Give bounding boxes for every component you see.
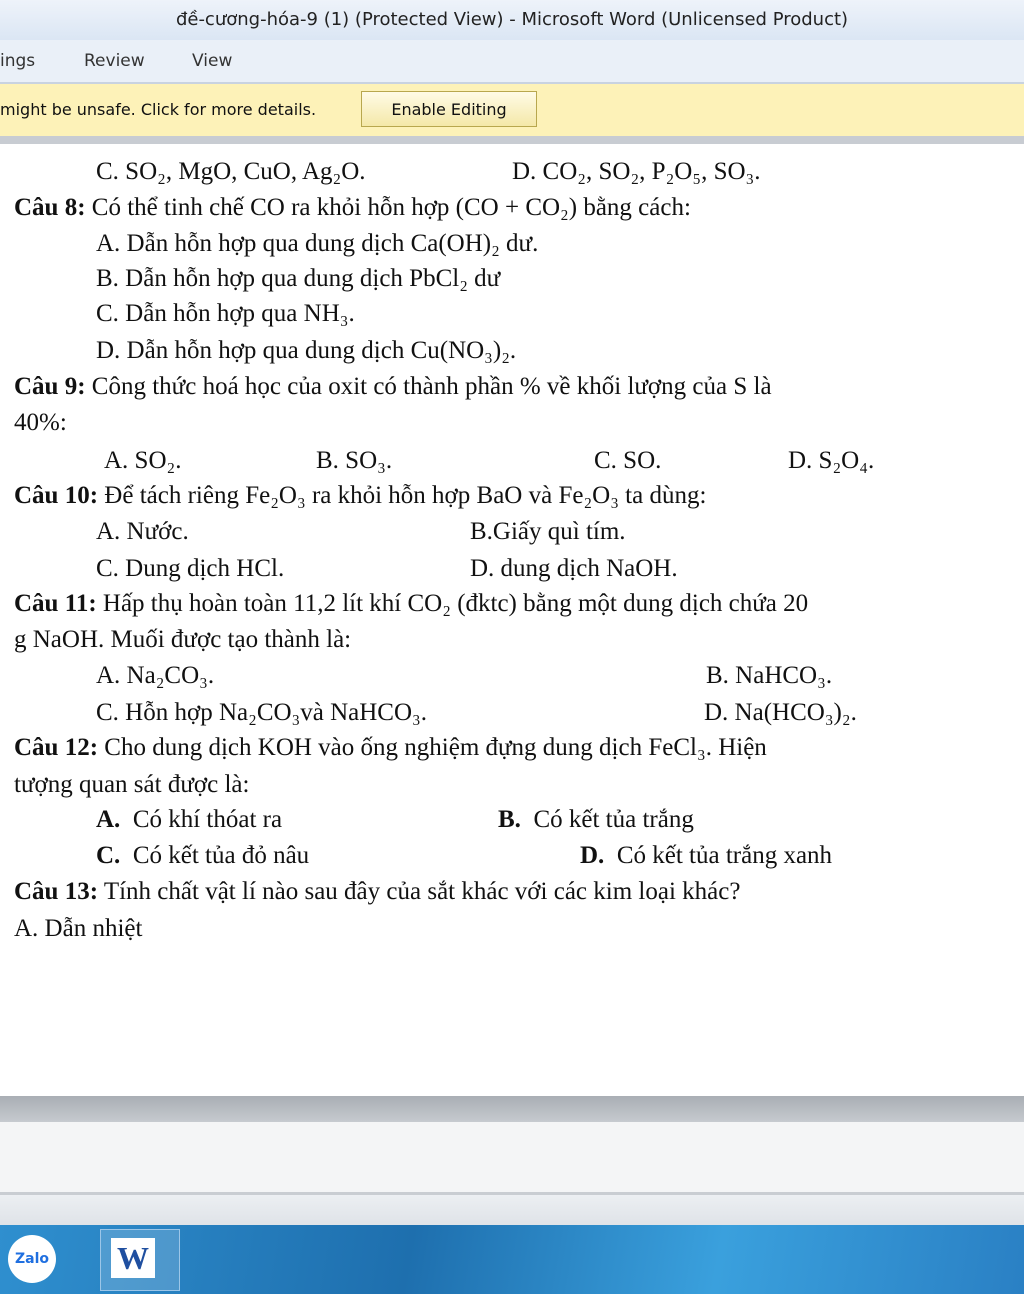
q12-option-c: [96, 842, 309, 870]
q11-option-d: D. Na(HCO₃)₂.: [704, 699, 857, 726]
desktop-strip: [0, 1195, 1024, 1225]
document-page: [0, 144, 1024, 1096]
q11-option-c: C. Hỗn hợp Na₂CO₃và NaHCO₃.: [96, 699, 428, 726]
word-icon: W: [111, 1238, 155, 1278]
status-area: [0, 1122, 1024, 1195]
q13-question: [14, 878, 740, 906]
enable-editing-button[interactable]: Enable Editing: [361, 91, 537, 127]
q10-option-b: B.Giấy quì tím.: [470, 518, 626, 545]
zalo-icon[interactable]: Zalo: [8, 1235, 56, 1283]
q9-text-cont: 40%:: [14, 409, 67, 436]
q12-option-d-text: Có kết tủa trắng xanh: [616, 842, 833, 869]
q7-option-d: D. CO₂, SO₂, P₂O₅, SO₃.: [512, 158, 761, 185]
q8-question: [14, 194, 691, 222]
q11-label: Câu 11:: [14, 590, 97, 617]
q12-option-d-key: D.: [580, 842, 605, 869]
q12-option-c-text: Có kết tủa đỏ nâu: [132, 842, 310, 869]
q12-option-a-text: Có khí thóat ra: [132, 806, 283, 833]
window-title: đề-cương-hóa-9 (1) (Protected View) - Microsoft Word (Unlicensed Product): [0, 0, 1024, 40]
divider: [0, 136, 1024, 144]
q9-label: Câu 9:: [14, 373, 86, 400]
ribbon-tabs: [0, 40, 1024, 84]
q12-option-b-key: B.: [498, 806, 521, 833]
q8-option-c: C. Dẫn hỗn hợp qua NH₃.: [96, 300, 355, 327]
q10-text: Để tách riêng Fe₂O₃ ra khỏi hỗn hợp BaO và Fe₂O₃ ta dùng:: [98, 482, 707, 509]
q12-text-cont: tượng quan sát được là:: [14, 771, 250, 798]
q10-option-a: A. Nước.: [96, 518, 189, 545]
q8-text: Có thể tinh chế CO ra khỏi hỗn hợp (CO + CO₂) bằng cách:: [85, 194, 691, 221]
q8-option-d: D. Dẫn hỗn hợp qua dung dịch Cu(NO₃)₂.: [96, 337, 517, 364]
q7-option-c: C. SO₂, MgO, CuO, Ag₂O.: [96, 158, 366, 185]
q12-option-b-text: Có kết tủa trắng: [533, 806, 694, 833]
q13-label: Câu 13:: [14, 878, 99, 905]
q12-option-a: [96, 806, 282, 834]
q9-option-a: A. SO₂.: [104, 447, 182, 474]
q12-label: Câu 12:: [14, 734, 99, 761]
tab-view[interactable]: View: [192, 51, 233, 71]
q9-question: [14, 373, 772, 401]
q8-option-a: A. Dẫn hỗn hợp qua dung dịch Ca(OH)₂ dư.: [96, 230, 539, 257]
taskbar: [0, 1225, 1024, 1294]
q10-option-c: C. Dung dịch HCl.: [96, 555, 285, 582]
q8-label: Câu 8:: [14, 194, 86, 221]
q11-option-b: B. NaHCO₃.: [706, 662, 833, 689]
protected-view-bar: [0, 84, 1024, 137]
q10-label: Câu 10:: [14, 482, 99, 509]
q11-text: Hấp thụ hoàn toàn 11,2 lít khí CO₂ (đktc) bằng một dung dịch chứa 20: [96, 590, 809, 617]
tab-review[interactable]: Review: [84, 51, 145, 71]
q9-text: Công thức hoá học của oxit có thành phần % về khối lượng của S là: [85, 373, 772, 400]
q8-option-b: B. Dẫn hỗn hợp qua dung dịch PbCl₂ dư: [96, 265, 501, 292]
q10-option-d: D. dung dịch NaOH.: [470, 555, 678, 582]
taskbar-word-button[interactable]: [100, 1229, 180, 1291]
q9-option-c: C. SO.: [594, 447, 662, 474]
q12-option-d: [580, 842, 832, 870]
q11-question: [14, 590, 808, 618]
q10-question: [14, 482, 706, 510]
q12-option-c-key: C.: [96, 842, 121, 869]
q12-option-b: [498, 806, 694, 834]
q11-text-cont: g NaOH. Muối được tạo thành là:: [14, 626, 352, 653]
q9-option-d: D. S₂O₄.: [788, 447, 875, 474]
q13-option-a: A. Dẫn nhiệt: [14, 915, 143, 942]
q12-option-a-key: A.: [96, 806, 121, 833]
horizontal-scrollbar[interactable]: [0, 1096, 1024, 1122]
protected-view-message[interactable]: might be unsafe. Click for more details.: [0, 100, 317, 119]
q9-option-b: B. SO₃.: [316, 447, 393, 474]
q13-text: Tính chất vật lí nào sau đây của sắt khác với các kim loại khác?: [98, 878, 741, 905]
q11-option-a: A. Na₂CO₃.: [96, 662, 215, 689]
tab-mailings[interactable]: ings: [0, 51, 36, 71]
q12-question: [14, 734, 767, 762]
q12-text: Cho dung dịch KOH vào ống nghiệm đựng dung dịch FeCl₃. Hiện: [98, 734, 767, 761]
